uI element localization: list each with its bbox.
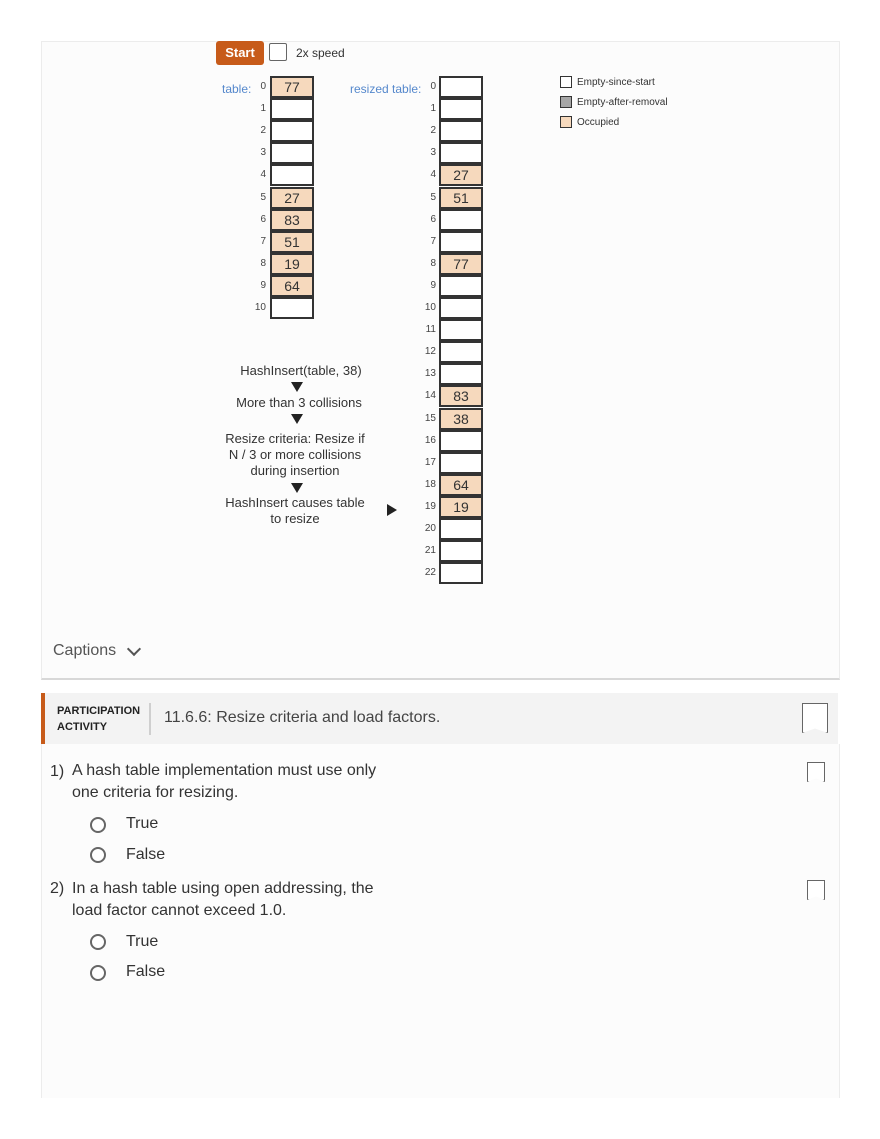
speed-label: 2x speed bbox=[296, 46, 345, 60]
legend-empty-since-start: Empty-since-start bbox=[577, 77, 655, 88]
step-resize-criteria-3: during insertion bbox=[250, 463, 340, 478]
resized-table-cell bbox=[439, 142, 483, 164]
step-causes-resize-1: HashInsert causes table bbox=[225, 495, 365, 510]
table-index: 2 bbox=[260, 125, 266, 137]
resized-table-cell bbox=[439, 518, 483, 540]
question-2-line2: load factor cannot exceed 1.0. bbox=[72, 902, 287, 919]
resized-table-cell: 19 bbox=[439, 496, 483, 518]
resized-table-index: 2 bbox=[430, 125, 436, 137]
table-cell: 51 bbox=[270, 231, 314, 253]
resized-table-cell: 38 bbox=[439, 408, 483, 430]
table-cell: 64 bbox=[270, 275, 314, 297]
resized-table-cell: 77 bbox=[439, 253, 483, 275]
resized-table-index: 10 bbox=[424, 302, 436, 313]
resized-table-cell bbox=[439, 319, 483, 341]
header-divider bbox=[149, 703, 151, 735]
table-cell: 83 bbox=[270, 209, 314, 231]
activity-bookmark-icon bbox=[802, 703, 828, 733]
table-label: table: bbox=[222, 82, 252, 96]
question-2-text bbox=[72, 878, 392, 922]
step-causes-resize-2: to resize bbox=[270, 511, 320, 526]
question-1-false-radio[interactable] bbox=[90, 847, 106, 863]
resized-table-cell bbox=[439, 98, 483, 120]
step-collisions: More than 3 collisions bbox=[236, 395, 362, 410]
table-index: 1 bbox=[260, 103, 266, 115]
legend-occupied-swatch bbox=[560, 116, 572, 128]
captions-toggle[interactable]: Captions bbox=[53, 642, 117, 659]
table-cell bbox=[270, 297, 314, 319]
resized-table-cell bbox=[439, 231, 483, 253]
resized-table-index: 14 bbox=[424, 390, 436, 402]
question-2-number: 2) bbox=[50, 880, 65, 897]
resized-table-index: 21 bbox=[424, 545, 436, 557]
question-1-true-label[interactable]: True bbox=[126, 815, 159, 832]
resized-table-index: 9 bbox=[430, 279, 436, 291]
resized-table-cell bbox=[439, 540, 483, 562]
resized-table-cell bbox=[439, 275, 483, 297]
question-2-line1: In a hash table using open addressing, the bbox=[72, 880, 374, 897]
table-index: 8 bbox=[260, 257, 266, 269]
step-resize-criteria-2: N / 3 or more collisions bbox=[228, 447, 362, 462]
participation-label bbox=[57, 703, 140, 735]
table-cell: 27 bbox=[270, 187, 314, 209]
start-button[interactable]: Start bbox=[216, 41, 264, 65]
activity-title: 11.6.6: Resize criteria and load factors. bbox=[164, 709, 441, 726]
resized-table-index: 19 bbox=[424, 500, 436, 512]
legend-empty-after-removal-swatch bbox=[560, 96, 572, 108]
table-index: 3 bbox=[260, 147, 266, 159]
question-1-true-radio[interactable] bbox=[90, 817, 106, 833]
resized-table-index: 8 bbox=[430, 257, 436, 269]
resized-table-cell bbox=[439, 76, 483, 98]
resized-table-cell bbox=[439, 562, 483, 584]
resized-table-index: 7 bbox=[430, 235, 436, 247]
question-2-false-radio[interactable] bbox=[90, 965, 106, 981]
resized-table-cell: 83 bbox=[439, 385, 483, 407]
resized-table-index: 6 bbox=[430, 213, 436, 225]
legend-empty-since-start-swatch bbox=[560, 76, 572, 88]
resized-table-cell bbox=[439, 341, 483, 363]
resized-table-index: 11 bbox=[425, 324, 436, 336]
resized-table-cell bbox=[439, 297, 483, 319]
resized-table-cell: 64 bbox=[439, 474, 483, 496]
resized-table-index: 16 bbox=[424, 434, 436, 446]
legend-empty-after-removal: Empty-after-removal bbox=[577, 97, 668, 108]
participation-label-line2: ACTIVITY bbox=[57, 721, 108, 733]
table-cell bbox=[270, 120, 314, 142]
question-1-number: 1) bbox=[50, 763, 65, 780]
legend-occupied: Occupied bbox=[577, 117, 620, 128]
resized-table-cell bbox=[439, 452, 483, 474]
table-cell bbox=[270, 164, 314, 186]
step-hashinsert: HashInsert(table, 38) bbox=[240, 363, 362, 378]
table-index: 4 bbox=[260, 169, 266, 181]
question-2-false-label[interactable]: False bbox=[126, 963, 166, 980]
resized-table-index: 12 bbox=[424, 346, 436, 358]
resized-table-index: 17 bbox=[424, 456, 436, 468]
step-resize-criteria-1: Resize criteria: Resize if bbox=[225, 431, 365, 446]
resized-table-cell: 51 bbox=[439, 187, 483, 209]
resized-table-index: 0 bbox=[430, 81, 436, 92]
question-1-line2: one criteria for resizing. bbox=[72, 784, 239, 801]
down-arrow-icon bbox=[291, 414, 303, 424]
down-arrow-icon bbox=[291, 382, 303, 392]
resized-table-cell bbox=[439, 363, 483, 385]
question-1-text bbox=[72, 760, 392, 804]
table-cell: 77 bbox=[270, 76, 314, 98]
table-index: 0 bbox=[260, 81, 266, 92]
participation-label-line1: PARTICIPATION bbox=[57, 705, 141, 717]
table-cell bbox=[270, 98, 314, 120]
right-arrow-icon bbox=[387, 504, 397, 516]
resized-table-label: resized table: bbox=[350, 82, 422, 96]
resized-table-index: 18 bbox=[424, 478, 436, 490]
table-cell: 19 bbox=[270, 253, 314, 275]
question-2-true-radio[interactable] bbox=[90, 934, 106, 950]
resized-table-index: 5 bbox=[430, 191, 436, 203]
resized-table-index: 4 bbox=[430, 169, 436, 181]
resized-table-index: 3 bbox=[430, 147, 436, 159]
table-index: 9 bbox=[260, 279, 266, 291]
resized-table-cell bbox=[439, 120, 483, 142]
question-1-false-label[interactable]: False bbox=[126, 846, 166, 863]
resized-table-cell bbox=[439, 430, 483, 452]
resized-table-cell bbox=[439, 209, 483, 231]
resized-table-index: 22 bbox=[424, 567, 436, 579]
table-index: 7 bbox=[260, 235, 266, 247]
resized-table-cell: 27 bbox=[439, 164, 483, 186]
question-1-line1: A hash table implementation must use only bbox=[72, 762, 377, 779]
table-index: 6 bbox=[260, 213, 266, 225]
down-arrow-icon bbox=[291, 483, 303, 493]
table-index: 5 bbox=[260, 191, 266, 203]
resized-table-index: 1 bbox=[430, 103, 436, 115]
question-2-true-label[interactable]: True bbox=[126, 933, 159, 950]
speed-checkbox[interactable] bbox=[269, 43, 287, 61]
table-index: 10 bbox=[254, 302, 266, 313]
table-cell bbox=[270, 142, 314, 164]
resized-table-index: 20 bbox=[424, 523, 436, 534]
resized-table-index: 15 bbox=[424, 412, 436, 424]
resized-table-index: 13 bbox=[424, 368, 436, 380]
